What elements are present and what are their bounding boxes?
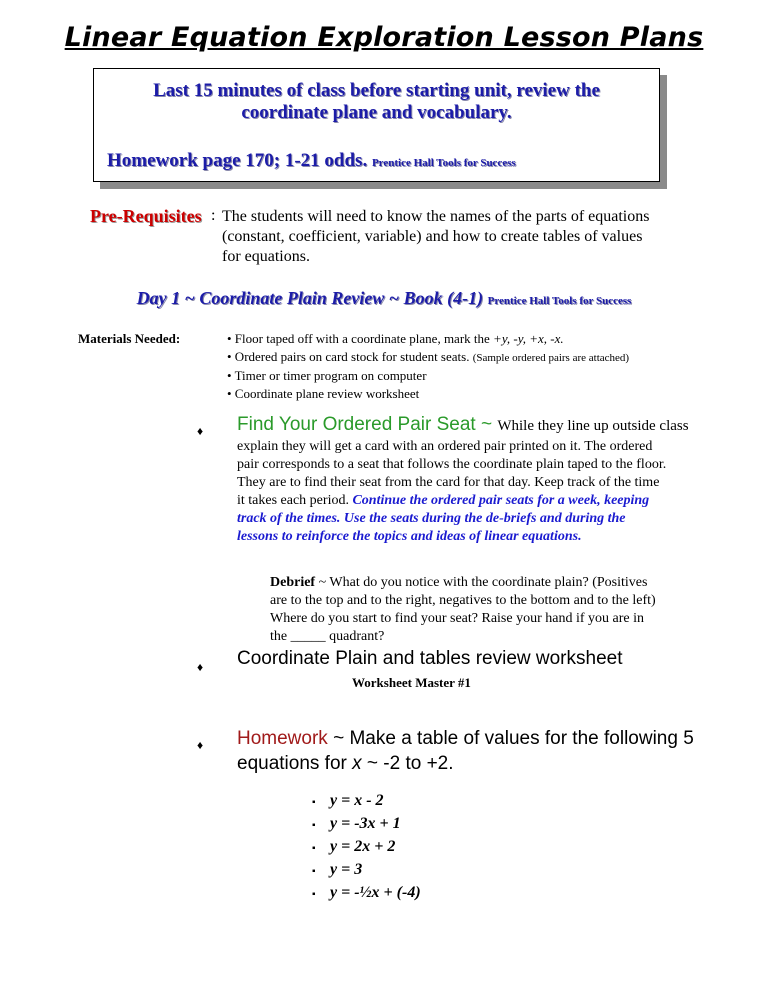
activity-line: pair corresponds to a seat that follows the coordinate plain taped to the floor. bbox=[237, 457, 667, 472]
activity-line: explain they will get a card with an ordered pair printed on it. The ordered bbox=[237, 439, 653, 454]
day1-heading bbox=[0, 288, 768, 309]
materials-item: • Floor taped off with a coordinate plane, mark the +y, -y, +x, -x. bbox=[227, 331, 564, 346]
prereq-label: Pre-Requisites bbox=[90, 206, 202, 226]
materials-list bbox=[227, 330, 629, 403]
activity-emphasis: Continue the ordered pair seats for a week, keeping bbox=[352, 493, 650, 508]
activity-find-seat-intro: While they line up outside class bbox=[497, 418, 689, 434]
activity-emphasis: lessons to reinforce the topics and ideas of linear equations. bbox=[237, 529, 582, 544]
activity-line: They are to find their seat from the card for that day. Keep track of the time bbox=[237, 475, 660, 490]
debrief-label: Debrief bbox=[270, 575, 316, 590]
day1-heading-text: Day 1 ~ Coordinate Plain Review ~ Book (4-1) bbox=[136, 288, 484, 308]
prereq-text bbox=[222, 207, 702, 267]
list-item: ▪ y = x - 2 bbox=[312, 790, 421, 813]
prereq-line-1: The students will need to know the names of the parts of equations bbox=[222, 208, 650, 225]
list-item: ▪ y = 2x + 2 bbox=[312, 836, 421, 859]
materials-label: Materials Needed: bbox=[78, 331, 181, 346]
square-bullet-icon: ▪ bbox=[312, 820, 316, 831]
worksheet-heading: Coordinate Plain and tables review worksheet bbox=[237, 648, 623, 669]
diamond-bullet-icon: ♦ bbox=[197, 738, 204, 752]
square-bullet-icon: ▪ bbox=[312, 843, 316, 854]
materials-item: • Ordered pairs on card stock for student seats. (Sample ordered pairs are attached) bbox=[227, 349, 630, 364]
notice-line-2: coordinate plane and vocabulary. bbox=[241, 102, 512, 123]
homework-label: Homework bbox=[237, 728, 328, 749]
square-bullet-icon: ▪ bbox=[312, 866, 316, 877]
activity-find-seat-heading: Find Your Ordered Pair Seat ~ bbox=[237, 414, 498, 435]
activity-emphasis: track of the times. Use the seats during the de-briefs and during the bbox=[237, 511, 626, 526]
notice-homework-text: Homework page 170; 1-21 odds. bbox=[107, 150, 368, 171]
list-item: ▪ y = -½x + (-4) bbox=[312, 882, 421, 905]
notice-line-1: Last 15 minutes of class before starting unit, review the bbox=[153, 80, 600, 101]
activity-line: it takes each period. bbox=[237, 493, 353, 508]
notice-homework bbox=[107, 150, 516, 172]
day1-source: Prentice Hall Tools for Success bbox=[487, 295, 632, 307]
prereq-line-3: for equations. bbox=[222, 248, 310, 265]
worksheet-master: Worksheet Master #1 bbox=[352, 675, 471, 690]
equation-list bbox=[312, 790, 421, 905]
notice-homework-source: Prentice Hall Tools for Success bbox=[371, 157, 516, 169]
diamond-bullet-icon: ♦ bbox=[197, 424, 204, 438]
debrief: Debrief ~ What do you notice with the coordinate plain? (Positives are to the top and to the right, negatives to the bottom and to the left) Where do you start to find your seat? Raise your hand if you are in the _____ quadrant? bbox=[270, 575, 656, 644]
materials-item: • Coordinate plane review worksheet bbox=[227, 386, 420, 401]
list-item: ▪ y = 3 bbox=[312, 859, 421, 882]
square-bullet-icon: ▪ bbox=[312, 889, 316, 900]
page-title: Linear Equation Exploration Lesson Plans bbox=[64, 22, 704, 53]
diamond-bullet-icon: ♦ bbox=[197, 660, 204, 674]
homework-item: Homework ~ Make a table of values for the following 5 equations for x ~ -2 to +2. bbox=[237, 728, 694, 774]
materials-item: • Timer or timer program on computer bbox=[227, 368, 427, 383]
square-bullet-icon: ▪ bbox=[312, 797, 316, 808]
list-item: ▪ y = -3x + 1 bbox=[312, 813, 421, 836]
activity-find-seat bbox=[237, 414, 717, 546]
prereq-line-2: (constant, coefficient, variable) and how to create tables of values bbox=[222, 228, 643, 245]
prereq-colon: : bbox=[211, 207, 216, 224]
